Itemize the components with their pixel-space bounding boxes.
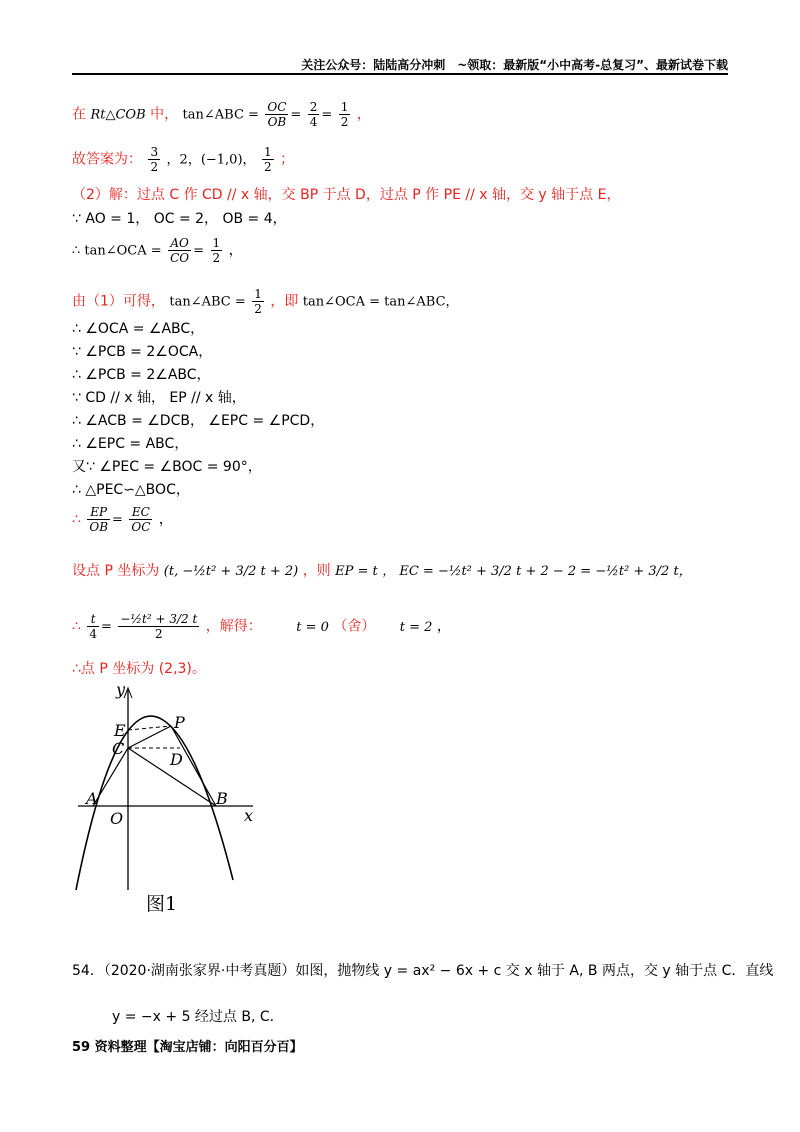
- line-step-8: ∵ ∠PCB = 2∠OCA，: [72, 344, 213, 360]
- footer-text: 资料整理【淘宝店铺：向阳百分百】: [94, 1040, 303, 1055]
- line-tan-oca: ∴ tan∠OCA = $\frac{AO}{CO}$ = $\frac{1}{2}$ ，: [72, 236, 243, 265]
- label-e: E: [114, 721, 126, 740]
- text-set-p: 设点 P 坐标为: [72, 563, 160, 579]
- line-step-11: ∴ ∠ACB = ∠DCB， ∠EPC = ∠PCD，: [72, 413, 325, 429]
- text-from-part1: 由（1）可得，: [72, 293, 165, 310]
- text-rejected: （舍）: [333, 618, 376, 635]
- line-step-14: ∴ △PEC∽△BOC，: [72, 482, 190, 498]
- fraction-1-2c: $\frac{1}{2}$: [212, 236, 221, 265]
- label-x: x: [244, 806, 254, 825]
- fraction-1-2d: $\frac{1}{2}$: [254, 287, 262, 316]
- fraction-3-2: $\frac{3}{2}$: [150, 145, 159, 174]
- line-answer: 故答案为： $\frac{3}{2}$ ，2，(−1,0)， $\frac{1}{2}$ ；: [72, 145, 295, 174]
- fraction-2-4: $\frac{2}{4}$: [309, 100, 318, 129]
- line-step-10: ∵ CD // x 轴， EP // x 轴，: [72, 390, 246, 406]
- expr-tan-oca: ∴ tan∠OCA =: [72, 243, 162, 259]
- line-tan-abc: 在 Rt△COB 中， tan∠ABC = $\frac{OC}{OB}$ = $\frac{2}{4}$ = $\frac{1}{2}$ ，: [72, 100, 371, 129]
- line-part2-setup: （2）解：过点 C 作 CD // x 轴，交 BP 于点 D，过点 P 作 PE // x 轴，交 y 轴于点 E，: [72, 187, 621, 203]
- fraction-1-2: $\frac{1}{2}$: [340, 100, 349, 129]
- line-step-9: ∴ ∠PCB = 2∠ABC，: [72, 367, 211, 383]
- problem-54-line1: 54．（2020·湖南张家界·中考真题）如图，抛物线 y = ax² − 6x + c 交 x 轴于 A, B 两点，交 y 轴于点 C．直线: [72, 963, 774, 979]
- page-header: 关注公众号：陆陆高分冲刺 ~领取：最新版“小中高考-总复习”、最新试卷下载: [301, 58, 728, 72]
- fraction-t-4: $\frac{t}{4}$: [89, 612, 98, 641]
- fraction-oc-ob: $\frac{OC}{OB}$: [267, 100, 287, 129]
- fraction-ep-ob: $\frac{EP}{OB}$: [89, 505, 109, 534]
- parabola-figure: [68, 680, 268, 920]
- page-footer: [72, 1036, 303, 1055]
- answer-label: 故答案为：: [72, 151, 142, 168]
- expr-tan-equal: tan∠OCA = tan∠ABC，: [302, 294, 459, 310]
- line-equation: ∴ $\frac{t}{4}$ = $\frac{\text{−½t² + 3/2 t}}{2}$ ，解得： t = 0 （舍） t = 2 ，: [72, 612, 451, 641]
- fraction-1-2b: $\frac{1}{2}$: [263, 145, 272, 174]
- label-p: P: [174, 713, 185, 732]
- segment-cp: [128, 726, 171, 748]
- line-lengths: ∵ AO = 1， OC = 2， OB = 4，: [72, 211, 287, 227]
- line-step-7: ∴ ∠OCA = ∠ABC，: [72, 321, 205, 337]
- line-from-part1: 由（1）可得， tan∠ABC = $\frac{1}{2}$ ，即 tan∠OCA = tan∠ABC，: [72, 287, 459, 316]
- line-step-13: 又∵ ∠PEC = ∠BOC = 90°，: [72, 459, 262, 475]
- label-o: O: [110, 809, 124, 828]
- text-zhong: 中，: [150, 106, 179, 123]
- label-y: y: [116, 680, 126, 699]
- fraction-ao-co: $\frac{AO}{CO}$: [170, 236, 190, 265]
- fraction-ec-oc: $\frac{EC}{OC}$: [131, 505, 151, 534]
- solution-t0: t = 0: [296, 619, 329, 635]
- problem-54-line2: y = −x + 5 经过点 B, C．: [112, 1009, 284, 1025]
- page-number: 59: [72, 1040, 91, 1055]
- label-d: D: [170, 750, 183, 769]
- label-b: B: [216, 789, 228, 808]
- triangle-cob: Rt△COB: [90, 107, 146, 123]
- text-zai: 在: [72, 106, 86, 123]
- label-a: A: [86, 789, 98, 808]
- line-step-12: ∴ ∠EPC = ABC，: [72, 436, 189, 452]
- figure-caption: 图1: [146, 893, 178, 915]
- expr-ec: ， EC = −½t² + 3/2 t + 2 − 2 = −½t² + 3/2 t，: [382, 564, 692, 579]
- line-ratio: ∴ $\frac{EP}{OB}$ = $\frac{EC}{OC}$ ，: [72, 505, 173, 534]
- header-divider: [72, 73, 728, 75]
- solution-t2: t = 2: [399, 619, 433, 635]
- expr-p-coordinate: (t, −½t² + 3/2 t + 2): [163, 564, 299, 579]
- line-coordinates: 设点 P 坐标为 (t, −½t² + 3/2 t + 2) ，则 EP = t ， EC = −½t² + 3/2 t + 2 − 2 = −½t² + 3/2 t，: [72, 563, 692, 579]
- expr-ep: EP = t: [335, 564, 378, 579]
- line-result: ∴点 P 坐标为 (2,3)。: [72, 661, 206, 677]
- answer-values: ，2，(−1,0)，: [166, 152, 256, 168]
- label-c: C: [112, 739, 125, 758]
- fraction-rhs: $\frac{\text{−½t² + 3/2 t}}{2}$: [120, 612, 198, 641]
- parabola-curve: [76, 716, 233, 890]
- expr-tan-abc: tan∠ABC =: [182, 107, 259, 123]
